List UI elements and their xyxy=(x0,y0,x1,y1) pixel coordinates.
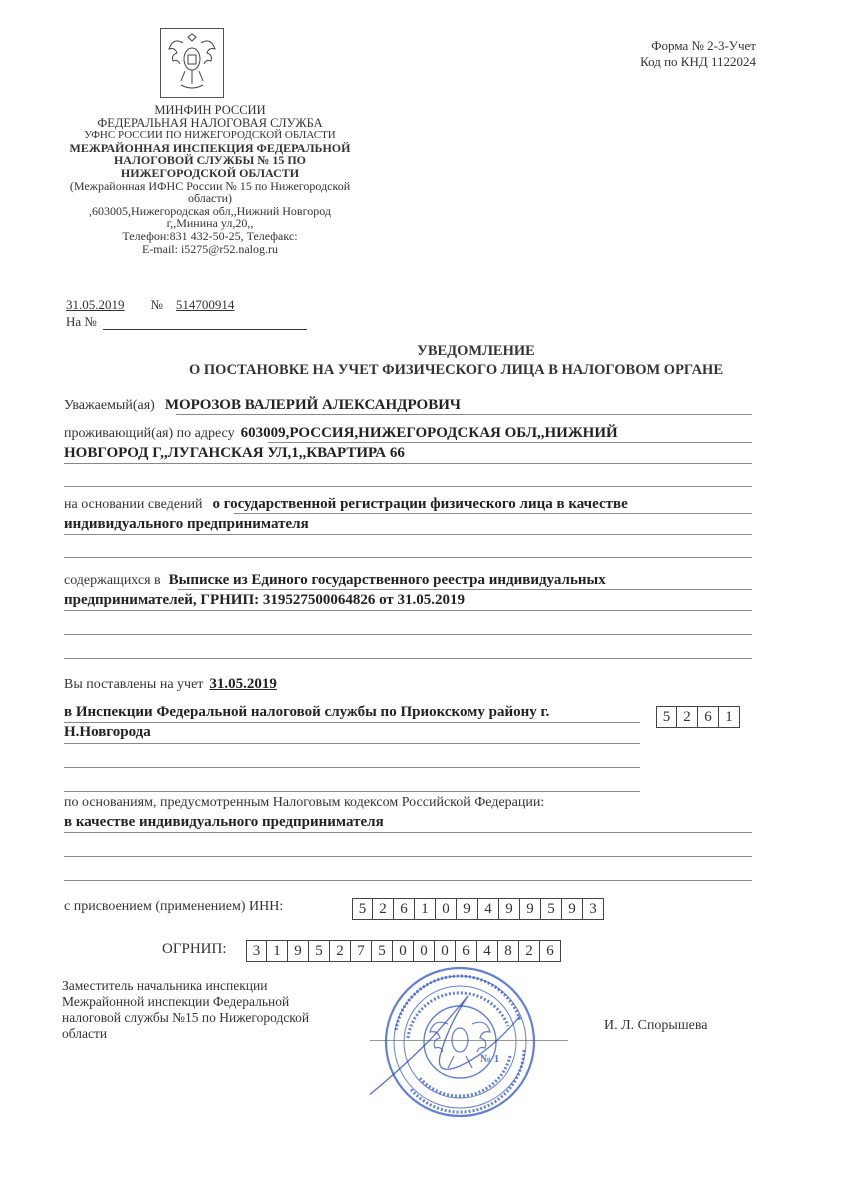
inn-digit: 5 xyxy=(541,898,562,920)
inspection-code-digit: 1 xyxy=(719,706,740,728)
basis-line1: о государственной регистрации физического лица в качестве xyxy=(212,496,628,512)
inspection-code-digit: 2 xyxy=(677,706,698,728)
ogrnip-digit: 8 xyxy=(498,940,519,962)
rule xyxy=(176,414,752,415)
person-name: МОРОЗОВ ВАЛЕРИЙ АЛЕКСАНДРОВИЧ xyxy=(164,397,461,413)
source-line1: Выписке из Единого государственного реестра индивидуальных xyxy=(168,572,606,588)
rule xyxy=(64,856,752,857)
inn-digit: 2 xyxy=(373,898,394,920)
rule xyxy=(64,658,752,659)
source-label: содержащихся в xyxy=(64,573,161,588)
ogrnip-digit: 4 xyxy=(477,940,498,962)
inn-boxes xyxy=(352,898,604,920)
grounds-label: по основаниям, предусмотренным Налоговым кодексом Российской Федерации: xyxy=(64,795,545,810)
reference-row xyxy=(66,314,307,330)
ogrnip-digit: 0 xyxy=(435,940,456,962)
inn-digit: 3 xyxy=(583,898,604,920)
svg-text:№ 1: № 1 xyxy=(480,1053,500,1065)
address-label: проживающий(ая) по адресу xyxy=(64,426,235,441)
inspection-short-2: области) xyxy=(187,191,233,206)
source-row xyxy=(64,571,606,589)
rule xyxy=(64,463,752,464)
rule xyxy=(64,722,640,723)
ogrnip-digit: 6 xyxy=(540,940,561,962)
ogrnip-digit: 3 xyxy=(246,940,267,962)
inspection-code xyxy=(656,706,740,728)
inn-digit: 6 xyxy=(394,898,415,920)
inn-digit: 4 xyxy=(478,898,499,920)
ogrnip-label: ОГРНИП: xyxy=(162,941,227,957)
doc-date: 31.05.2019 xyxy=(66,297,125,312)
position-line3: налоговой службы №15 по Нижегородской xyxy=(62,1010,310,1025)
inspection-code-digit: 6 xyxy=(698,706,719,728)
inspection-line1: в Инспекции Федеральной налоговой службы по Приокскому району г. xyxy=(64,704,550,720)
rule xyxy=(64,634,752,635)
ogrnip-digit: 0 xyxy=(414,940,435,962)
reg-label: Вы поставлены на учет xyxy=(64,677,204,692)
title-line1: УВЕДОМЛЕНИЕ xyxy=(417,343,535,359)
ogrnip-digit: 5 xyxy=(372,940,393,962)
address-1: ,603005,Нижегородская обл,,Нижний Новгород xyxy=(89,203,331,218)
doc-number-label: № xyxy=(150,297,163,312)
form-code xyxy=(640,38,756,70)
dear-row xyxy=(64,396,461,414)
inn-digit: 9 xyxy=(499,898,520,920)
inn-digit: 5 xyxy=(352,898,373,920)
inn-digit: 1 xyxy=(415,898,436,920)
ogrnip-digit: 2 xyxy=(519,940,540,962)
ogrnip-digit: 2 xyxy=(330,940,351,962)
rule xyxy=(64,610,752,611)
address-line2: НОВГОРОД Г,,ЛУГАНСКАЯ УЛ,1,,КВАРТИРА 66 xyxy=(64,445,405,461)
ogrnip-digit: 5 xyxy=(309,940,330,962)
dear-label: Уважаемый(ая) xyxy=(64,398,155,413)
signer-name: И. Л. Спорышева xyxy=(604,1018,708,1033)
address-2: г,,Минина ул,20,, xyxy=(166,216,254,231)
position-line4: области xyxy=(62,1026,108,1041)
form-number: Форма № 2-3-Учет xyxy=(651,38,756,53)
emblem-icon xyxy=(160,28,224,98)
rule xyxy=(64,832,752,833)
basis-label: на основании сведений xyxy=(64,497,203,512)
inspection-line1: МЕЖРАЙОННАЯ ИНСПЕКЦИЯ ФЕДЕРАЛЬНОЙ xyxy=(69,140,351,155)
service: ФЕДЕРАЛЬНАЯ НАЛОГОВАЯ СЛУЖБА xyxy=(97,115,323,130)
inspection-code-digit: 5 xyxy=(656,706,677,728)
address-line1: 603009,РОССИЯ,НИЖЕГОРОДСКАЯ ОБЛ,,НИЖНИЙ xyxy=(240,425,618,441)
inspection-line2: НАЛОГОВОЙ СЛУЖБЫ № 15 ПО xyxy=(113,153,307,168)
grounds-value: в качестве индивидуального предпринимателя xyxy=(64,814,384,830)
position-line1: Заместитель начальника инспекции xyxy=(62,978,268,993)
ogrnip-boxes xyxy=(246,940,561,962)
rule xyxy=(178,589,752,590)
ogrnip-digit: 1 xyxy=(267,940,288,962)
rule xyxy=(234,513,752,514)
basis-line2: индивидуального предпринимателя xyxy=(64,516,309,532)
rule xyxy=(268,442,752,443)
rule xyxy=(64,557,752,558)
basis-row xyxy=(64,495,628,513)
title-line2: О ПОСТАНОВКЕ НА УЧЕТ ФИЗИЧЕСКОГО ЛИЦА В НАЛОГОВОМ ОРГАНЕ xyxy=(188,362,724,378)
rule xyxy=(64,767,640,768)
ogrnip-digit: 6 xyxy=(456,940,477,962)
inspection-line2: Н.Новгорода xyxy=(64,724,151,740)
rule xyxy=(64,534,752,535)
position-line2: Межрайонной инспекции Федеральной xyxy=(62,994,290,1009)
ogrnip-digit: 9 xyxy=(288,940,309,962)
doc-number: 514700914 xyxy=(175,297,235,312)
inn-digit: 0 xyxy=(436,898,457,920)
rule xyxy=(64,743,640,744)
knd-code: Код по КНД 1122024 xyxy=(640,54,756,69)
inn-digit: 9 xyxy=(520,898,541,920)
rule xyxy=(64,880,752,881)
phone: Телефон:831 432-50-25, Телефакс: xyxy=(122,228,298,243)
inspection-short-1: (Межрайонная ИФНС России № 15 по Нижегородской xyxy=(69,178,351,193)
signer-position xyxy=(62,978,309,1042)
inn-digit: 9 xyxy=(457,898,478,920)
regional-office: УФНС РОССИИ ПО НИЖЕГОРОДСКОЙ ОБЛАСТИ xyxy=(84,129,336,142)
ogrnip-digit: 7 xyxy=(351,940,372,962)
reference-label: На № xyxy=(66,314,97,329)
reg-date: 31.05.2019 xyxy=(209,676,277,692)
email: E-mail: i5275@r52.nalog.ru xyxy=(141,241,279,256)
authority-header xyxy=(40,104,380,255)
doc-date-number xyxy=(66,297,304,313)
reg-row xyxy=(64,675,277,693)
inn-label: с присвоением (применением) ИНН: xyxy=(64,899,284,914)
official-seal xyxy=(370,960,550,1125)
address-row xyxy=(64,424,618,442)
source-line2: предпринимателей, ГРНИП: 319527500064826 от 31.05.2019 xyxy=(64,592,466,608)
reference-line xyxy=(103,317,307,330)
inn-digit: 9 xyxy=(562,898,583,920)
rule xyxy=(64,486,752,487)
inspection-line3: НИЖЕГОРОДСКОЙ ОБЛАСТИ xyxy=(120,165,300,180)
rule xyxy=(64,791,640,792)
ogrnip-digit: 0 xyxy=(393,940,414,962)
ministry: МИНФИН РОССИИ xyxy=(154,103,266,117)
